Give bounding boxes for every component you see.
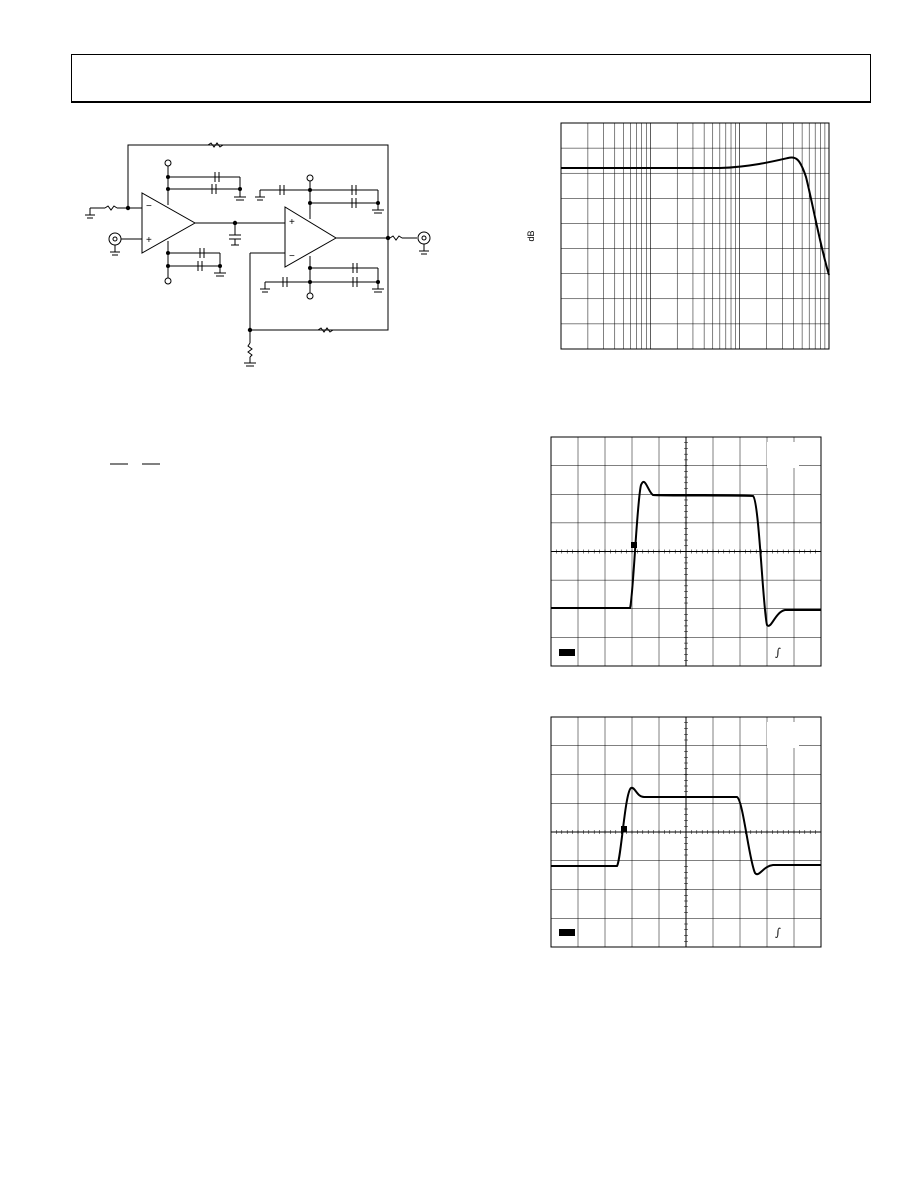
scope2-channel-badge — [559, 929, 575, 936]
frequency-response-chart — [520, 115, 840, 355]
svg-text:−: − — [146, 201, 152, 212]
scope-plot-2 — [545, 710, 825, 950]
page-header-box — [71, 54, 871, 103]
scope2-trigger-marker — [621, 826, 627, 832]
scope2-label-area — [767, 722, 799, 748]
freq-response-curve — [561, 157, 829, 275]
scope2-trigger-symbol: ∫ — [775, 926, 781, 939]
freq-ylabel: dB — [526, 230, 536, 242]
scope-plot-1 — [545, 430, 825, 670]
scope1-trigger-marker — [631, 542, 637, 548]
scope1-channel-badge — [559, 649, 575, 656]
circuit-schematic — [80, 135, 440, 375]
scope1-label-area — [767, 442, 799, 468]
svg-text:+: + — [289, 217, 295, 228]
svg-text:−: − — [289, 251, 295, 262]
equation-fraction-bars — [110, 463, 170, 467]
svg-text:+: + — [146, 235, 152, 246]
scope1-trigger-symbol: ∫ — [775, 646, 781, 659]
